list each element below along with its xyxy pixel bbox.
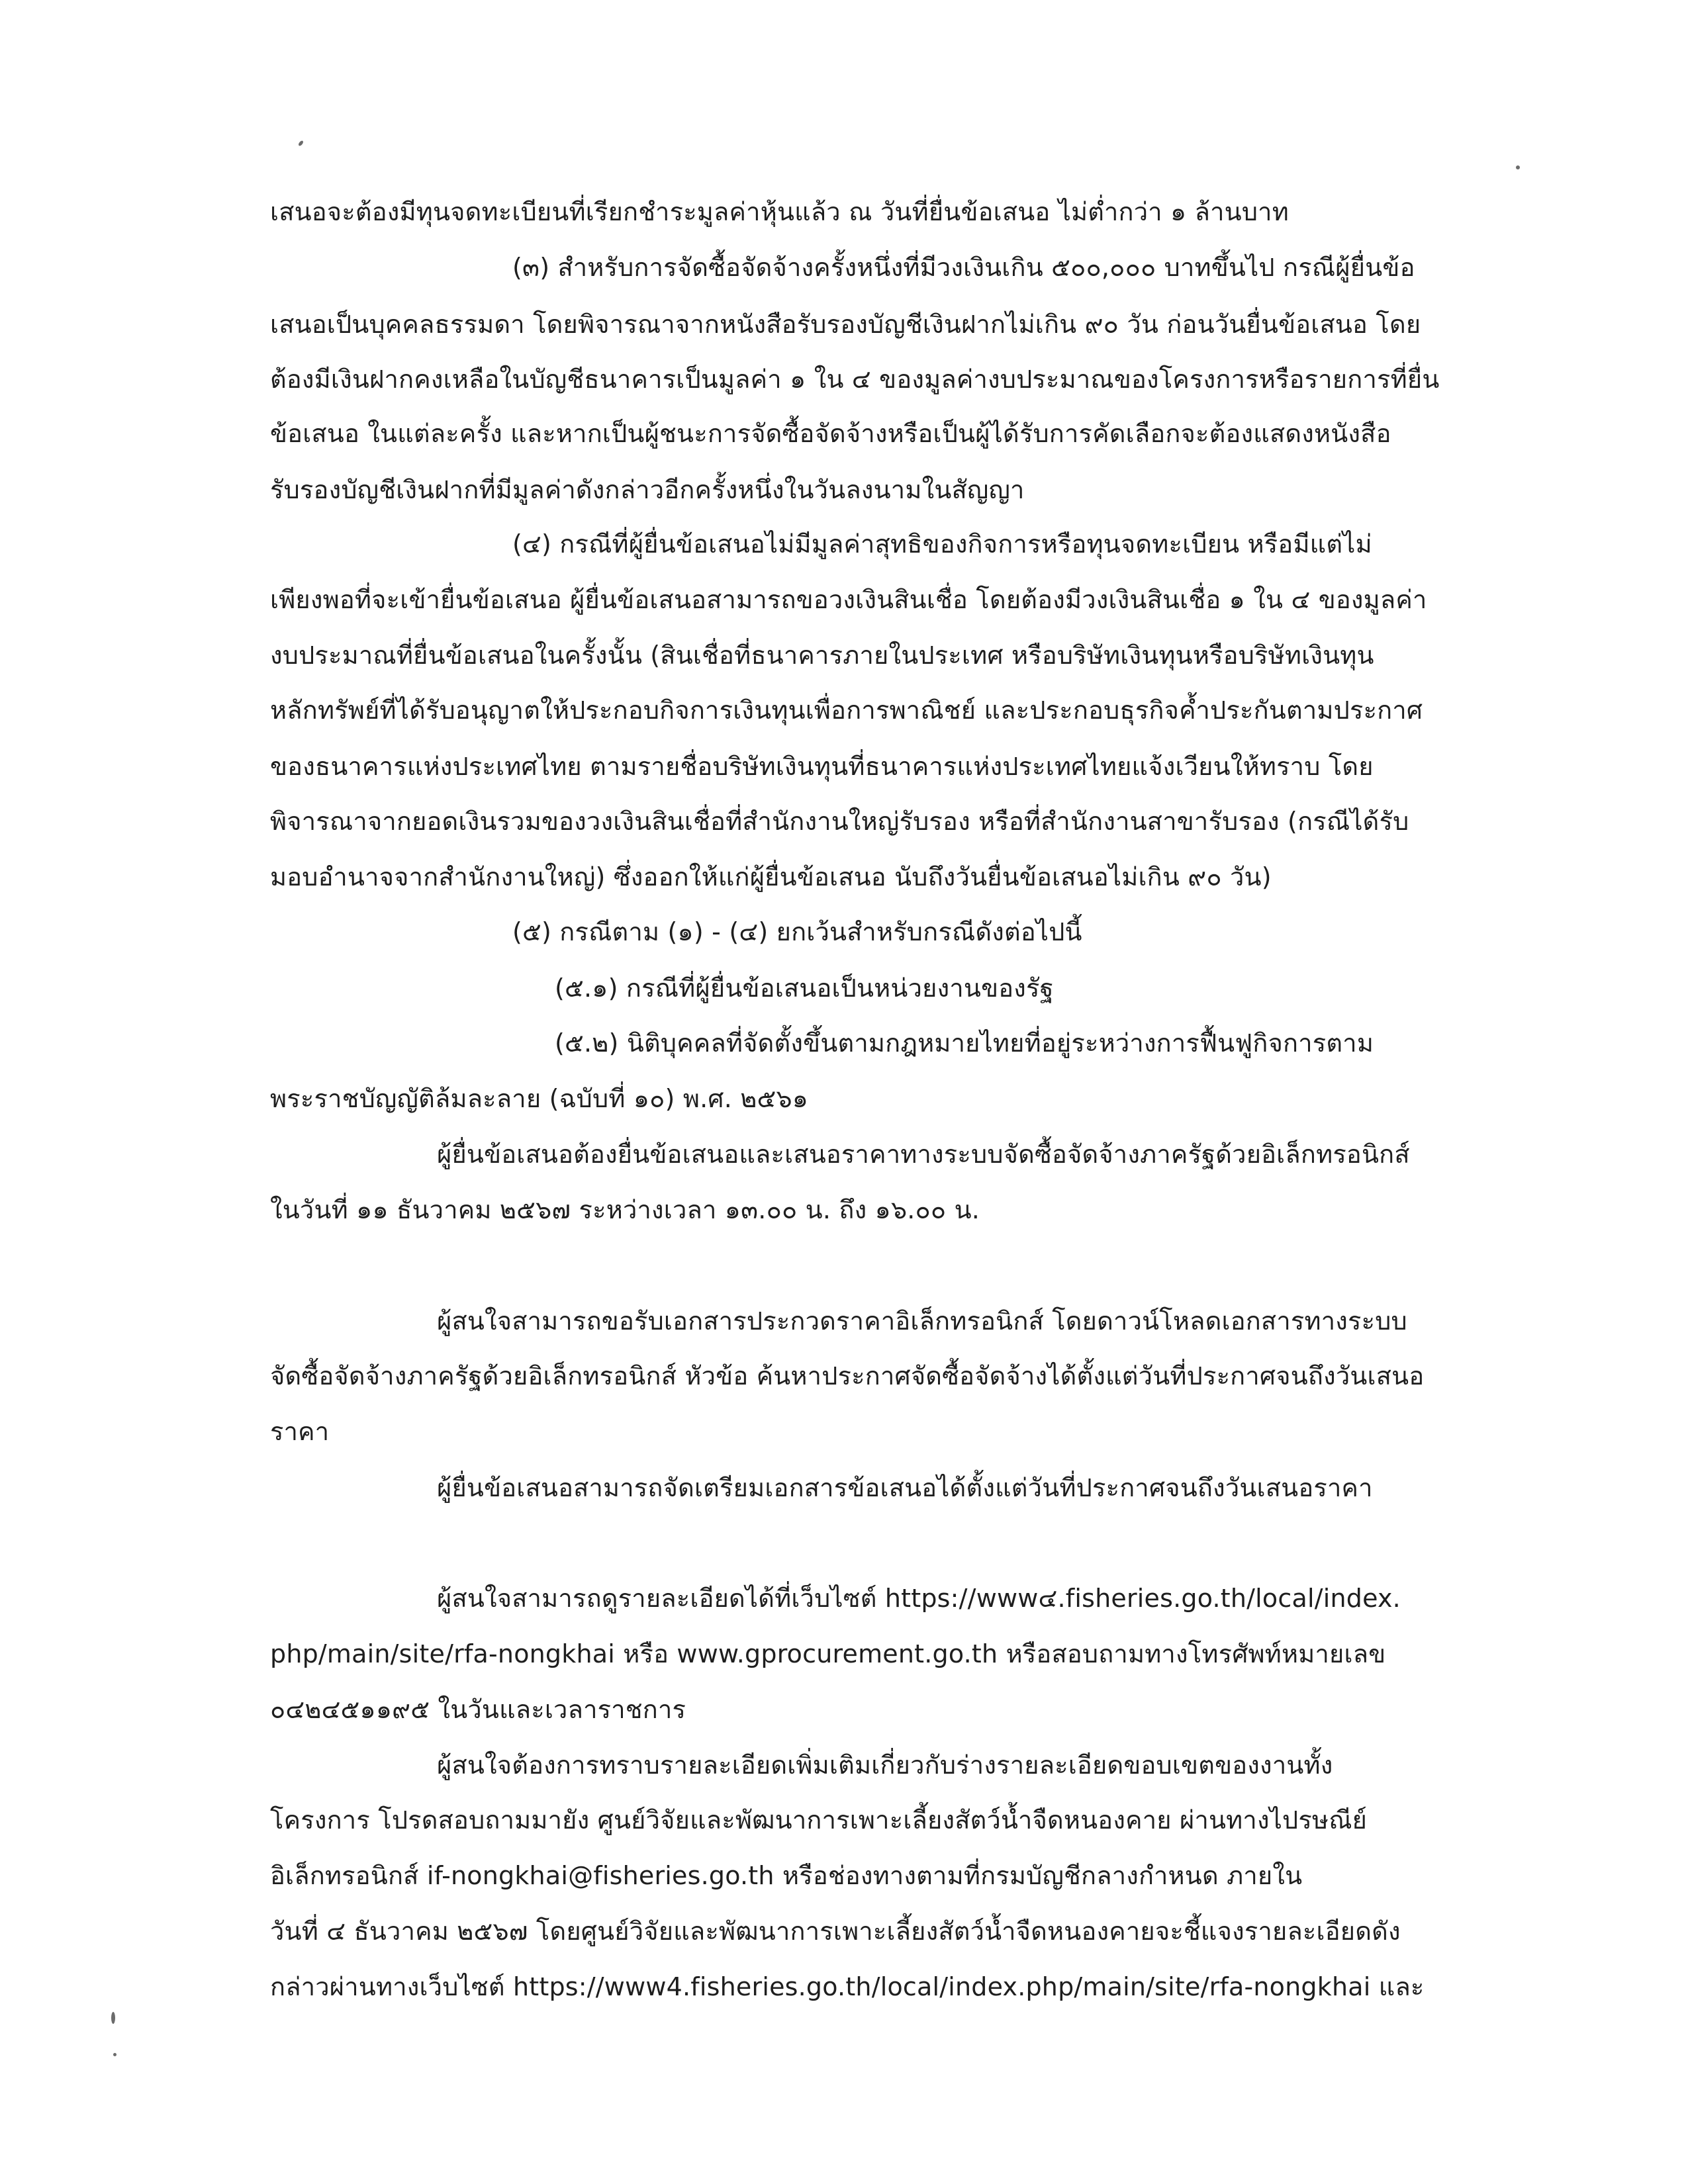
text-line: ของธนาคารแห่งประเทศไทย ตามรายชื่อบริษัทเงินทุนที่ธนาคารแห่งประเทศไทยแจ้งเวียนให้ทราบ โดย: [270, 752, 1374, 781]
text-line: จัดซื้อจัดจ้างภาครัฐด้วยอิเล็กทรอนิกส์ หัวข้อ ค้นหาประกาศจัดซื้อจัดจ้างได้ตั้งแต่วันที่ประกาศจนถึงวันเสนอ: [270, 1361, 1425, 1390]
text-line: เสนอจะต้องมีทุนจดทะเบียนที่เรียกชำระมูลค่าหุ้นแล้ว ณ วันที่ยื่นข้อเสนอ ไม่ต่ำกว่า ๑ ล้านบาท: [270, 197, 1289, 226]
text-line: ผู้สนใจสามารถดูรายละเอียดได้ที่เว็บไซต์ https://www๔.fisheries.go.th/local/index.: [437, 1584, 1401, 1613]
text-line: (๕) กรณีตาม (๑) - (๔) ยกเว้นสำหรับกรณีดังต่อไปนี้: [512, 917, 1082, 946]
text-line: ราคา: [270, 1417, 330, 1446]
text-line: เสนอเป็นบุคคลธรรมดา โดยพิจารณาจากหนังสือรับรองบัญชีเงินฝากไม่เกิน ๙๐ วัน ก่อนวันยื่นข้อเสนอ โดย: [270, 310, 1421, 339]
text-line: อิเล็กทรอนิกส์ if-nongkhai@fisheries.go.th หรือช่องทางตามที่กรมบัญชีกลางกำหนด ภายใน: [270, 1861, 1303, 1890]
text-line: มอบอำนาจจากสำนักงานใหญ่) ซึ่งออกให้แก่ผู้ยื่นข้อเสนอ นับถึงวันยื่นข้อเสนอไม่เกิน ๙๐ วัน): [270, 862, 1272, 891]
text-line: ผู้ยื่นข้อเสนอสามารถจัดเตรียมเอกสารข้อเสนอได้ตั้งแต่วันที่ประกาศจนถึงวันเสนอราคา: [437, 1473, 1373, 1502]
text-line: php/main/site/rfa-nongkhai หรือ www.gprocurement.go.th หรือสอบถามทางโทรศัพท์หมายเลข: [270, 1639, 1386, 1668]
text-line: พิจารณาจากยอดเงินรวมของวงเงินสินเชื่อที่สำนักงานใหญ่รับรอง หรือที่สำนักงานสาขารับรอง (กรณีได้รับ: [270, 807, 1409, 836]
scan-speck: [113, 2053, 117, 2056]
text-line: ผู้ยื่นข้อเสนอต้องยื่นข้อเสนอและเสนอราคาทางระบบจัดซื้อจัดจ้างภาครัฐด้วยอิเล็กทรอนิกส์: [437, 1140, 1410, 1169]
scan-speck: [298, 140, 305, 146]
text-line: รับรองบัญชีเงินฝากที่มีมูลค่าดังกล่าวอีกครั้งหนึ่งในวันลงนามในสัญญา: [270, 475, 1025, 504]
scan-speck: [1516, 165, 1520, 169]
text-line: พระราชบัญญัติล้มละลาย (ฉบับที่ ๑๐) พ.ศ. ๒๕๖๑: [270, 1084, 809, 1113]
text-line: (๓) สำหรับการจัดซื้อจัดจ้างครั้งหนึ่งที่มีวงเงินเกิน ๕๐๐,๐๐๐ บาทขึ้นไป กรณีผู้ยื่นข้อ: [512, 253, 1415, 282]
text-line: วันที่ ๔ ธันวาคม ๒๕๖๗ โดยศูนย์วิจัยและพัฒนาการเพาะเลี้ยงสัตว์น้ำจืดหนองคายจะชี้แจงรายละเอียดดัง: [270, 1917, 1401, 1946]
text-line: โครงการ โปรดสอบถามมายัง ศูนย์วิจัยและพัฒนาการเพาะเลี้ยงสัตว์น้ำจืดหนองคาย ผ่านทางไปรษณีย์: [270, 1805, 1368, 1835]
text-line: ข้อเสนอ ในแต่ละครั้ง และหากเป็นผู้ชนะการจัดซื้อจัดจ้างหรือเป็นผู้ได้รับการคัดเลือกจะต้องแสดงหนังสือ: [270, 419, 1391, 448]
text-line: กล่าวผ่านทางเว็บไซต์ https://www4.fisheries.go.th/local/index.php/main/site/rfa-nongkhai และ: [270, 1972, 1425, 2001]
text-line: หลักทรัพย์ที่ได้รับอนุญาตให้ประกอบกิจการเงินทุนเพื่อการพาณิชย์ และประกอบธุรกิจค้ำประกันตามประกาศ: [270, 696, 1423, 725]
text-line: (๔) กรณีที่ผู้ยื่นข้อเสนอไม่มีมูลค่าสุทธิของกิจการหรือทุนจดทะเบียน หรือมีแต่ไม่: [512, 529, 1372, 559]
text-line: เพียงพอที่จะเข้ายื่นข้อเสนอ ผู้ยื่นข้อเสนอสามารถขอวงเงินสินเชื่อ โดยต้องมีวงเงินสินเชื่อ ๑ ใน ๔ ของมูลค่า: [270, 585, 1427, 614]
text-line: ในวันที่ ๑๑ ธันวาคม ๒๕๖๗ ระหว่างเวลา ๑๓.๐๐ น. ถึง ๑๖.๐๐ น.: [270, 1195, 980, 1224]
scan-speck: [111, 2012, 115, 2024]
text-line: งบประมาณที่ยื่นข้อเสนอในครั้งนั้น (สินเชื่อที่ธนาคารภายในประเทศ หรือบริษัทเงินทุนหรือบริษัทเงินทุน: [270, 641, 1374, 670]
text-line: ผู้สนใจสามารถขอรับเอกสารประกวดราคาอิเล็กทรอนิกส์ โดยดาวน์โหลดเอกสารทางระบบ: [437, 1306, 1407, 1336]
text-line: ต้องมีเงินฝากคงเหลือในบัญชีธนาคารเป็นมูลค่า ๑ ใน ๔ ของมูลค่างบประมาณของโครงการหรือรายการที่ยื่น: [270, 365, 1440, 394]
text-line: ผู้สนใจต้องการทราบรายละเอียดเพิ่มเติมเกี่ยวกับร่างรายละเอียดขอบเขตของงานทั้ง: [437, 1751, 1333, 1780]
text-line: (๕.๑) กรณีที่ผู้ยื่นข้อเสนอเป็นหน่วยงานของรัฐ: [555, 974, 1054, 1003]
text-line: (๕.๒) นิติบุคคลที่จัดตั้งขึ้นตามกฎหมายไทยที่อยู่ระหว่างการฟื้นฟูกิจการตาม: [555, 1028, 1374, 1058]
text-line: ๐๔๒๔๕๑๑๙๕ ในวันและเวลาราชการ: [270, 1695, 686, 1724]
